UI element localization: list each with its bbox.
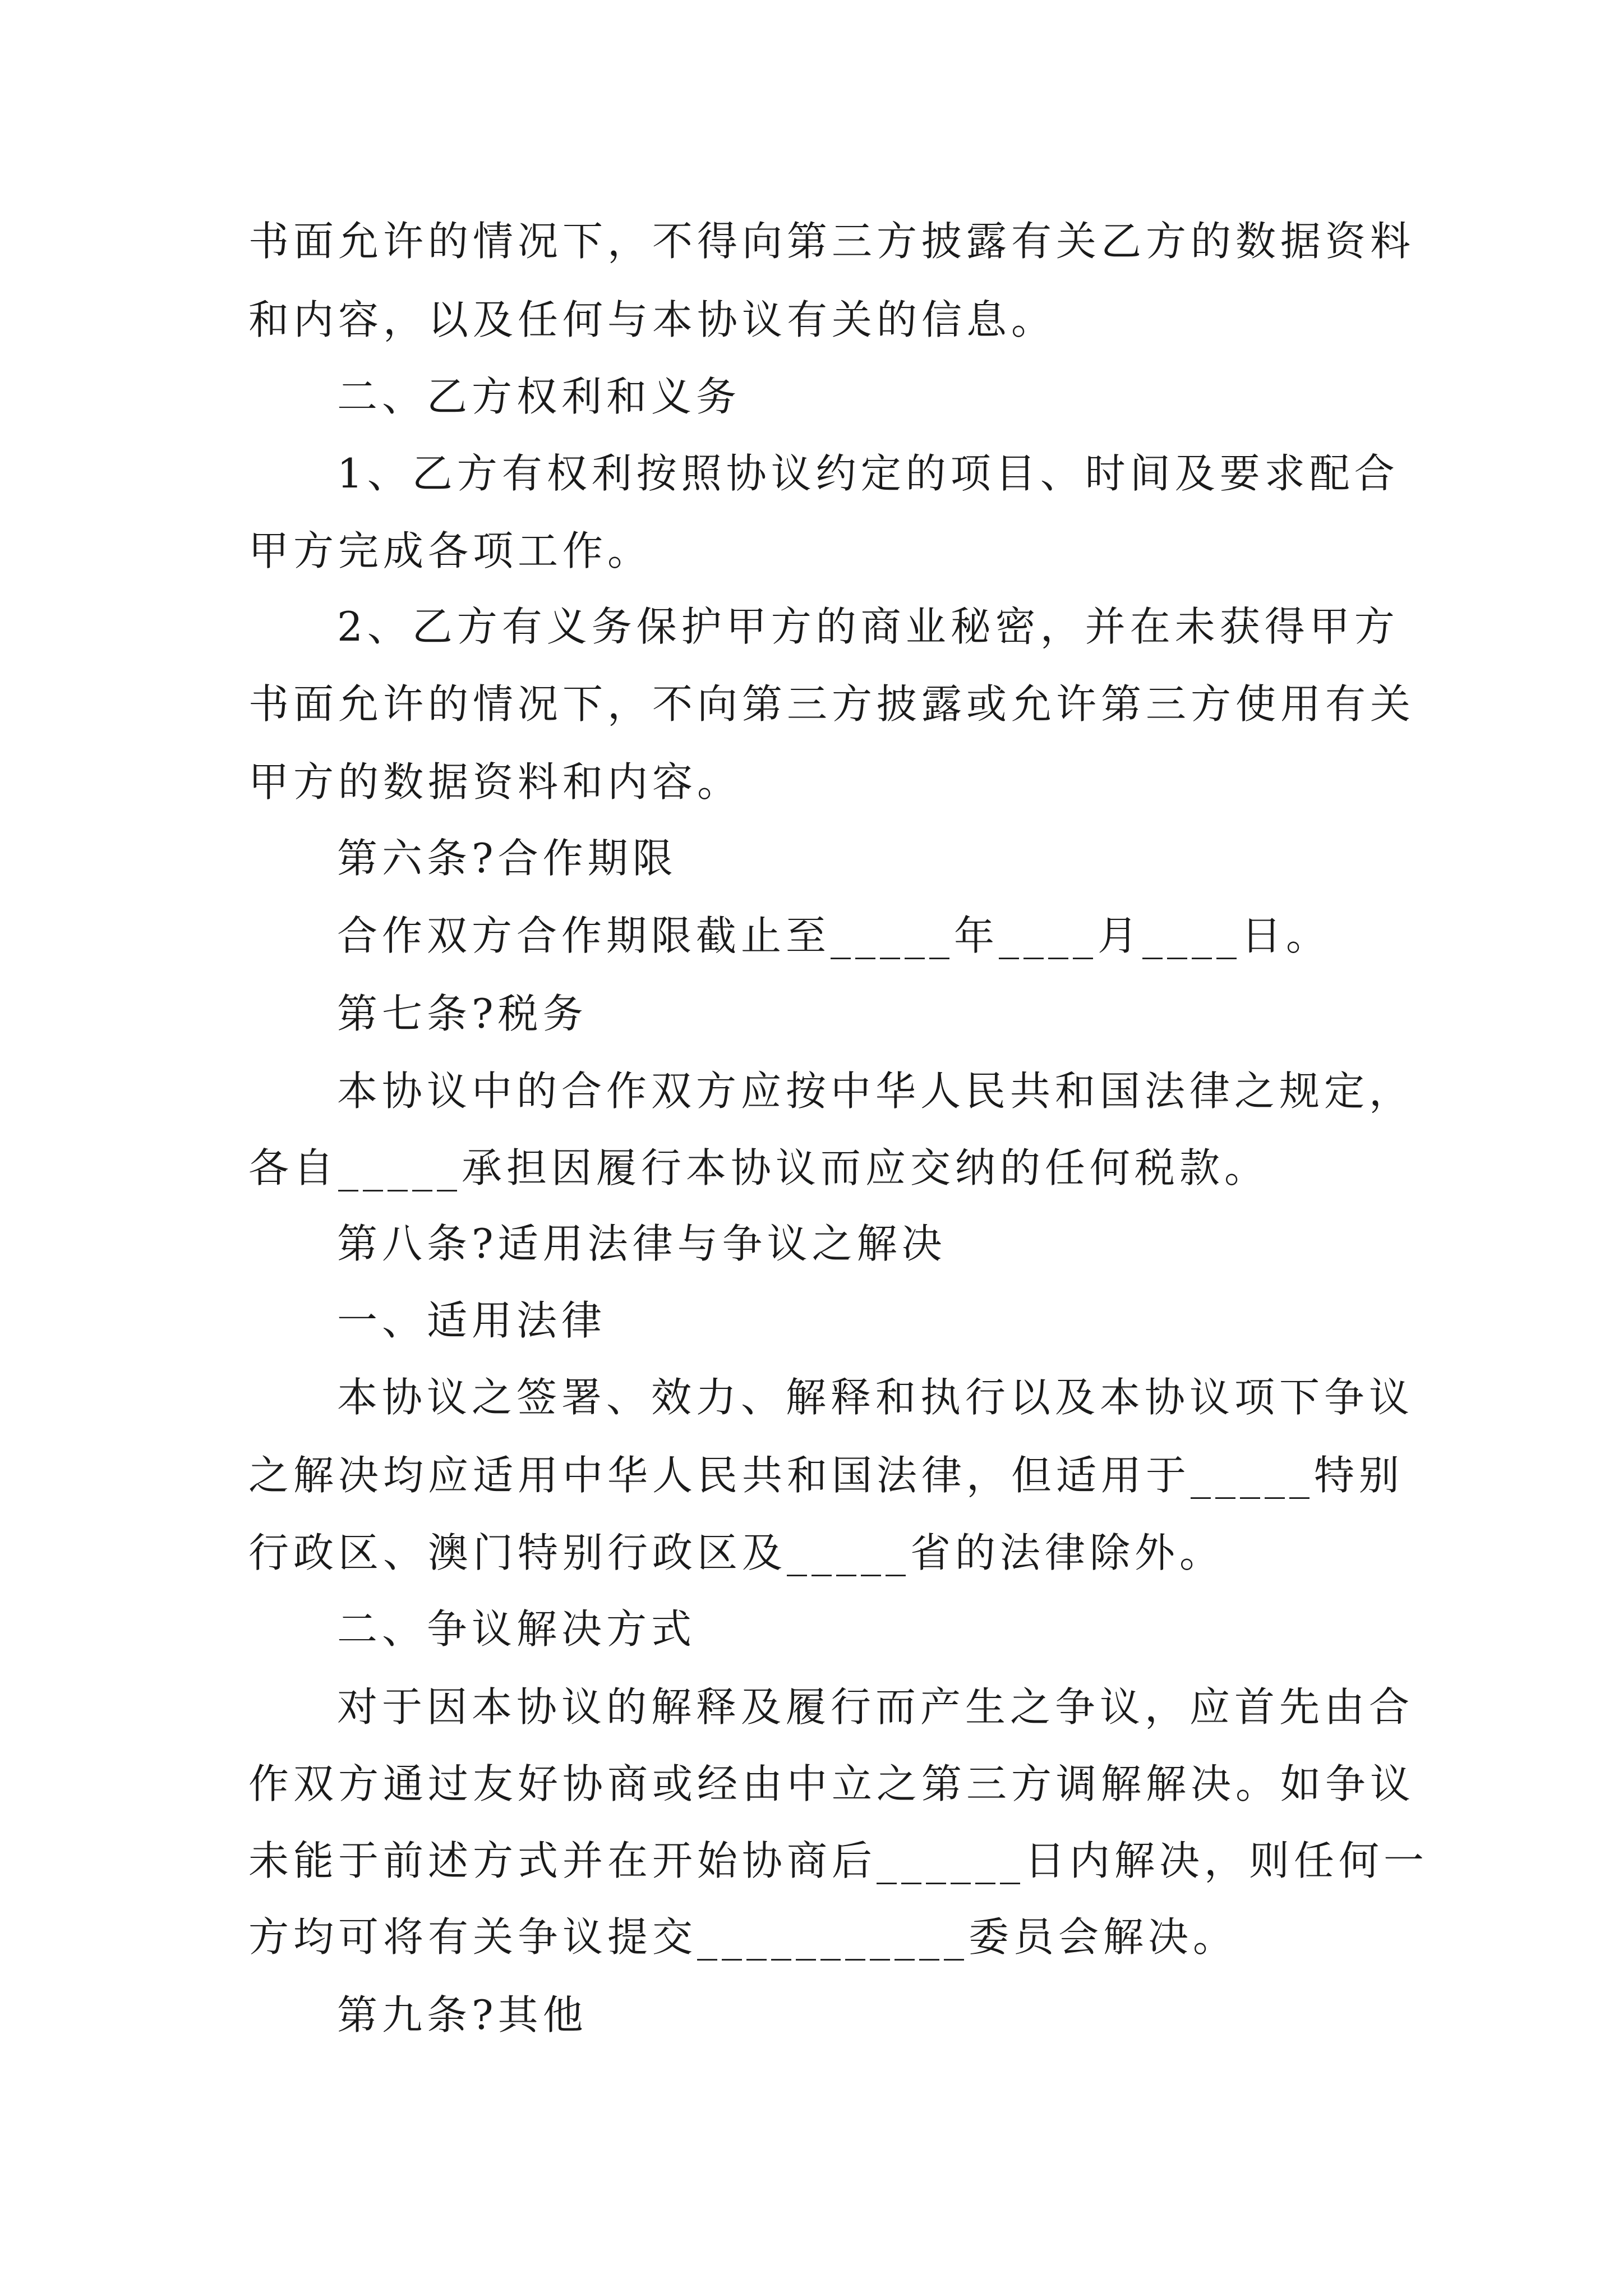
section-heading: 二、乙方权利和义务 — [337, 373, 741, 420]
paragraph-line: 作双方通过友好协商或经由中立之第三方调解解决。如争议 — [248, 1760, 1415, 1807]
paragraph-line: 未能于前述方式并在开始协商后______日内解决，则任何一 — [248, 1837, 1429, 1884]
paragraph-line: 甲方完成各项工作。 — [248, 527, 653, 574]
paragraph-line: 本协议之签署、效力、解释和执行以及本协议项下争议 — [337, 1374, 1414, 1421]
paragraph-line: 本协议中的合作双方应按中华人民共和国法律之规定， — [337, 1068, 1414, 1115]
paragraph-line: 行政区、澳门特别行政区及_____省的法律除外。 — [248, 1529, 1225, 1576]
article-heading: 第九条?其他 — [337, 1991, 588, 2039]
section-heading: 二、争议解决方式 — [337, 1605, 697, 1653]
article-heading: 第七条?税务 — [337, 990, 588, 1037]
section-heading: 一、适用法律 — [337, 1297, 607, 1344]
article-heading: 第八条?适用法律与争议之解决 — [337, 1220, 947, 1267]
paragraph-line: 甲方的数据资料和内容。 — [248, 758, 743, 806]
paragraph-line: 和内容，以及任何与本协议有关的信息。 — [248, 296, 1057, 343]
paragraph-line: 书面允许的情况下，不向第三方披露或允许第三方使用有关 — [248, 680, 1415, 728]
paragraph-line: 之解决均应适用中华人民共和国法律，但适用于_____特别 — [248, 1452, 1404, 1499]
paragraph-line: 对于因本协议的解释及履行而产生之争议，应首先由合 — [337, 1683, 1414, 1731]
paragraph-line: 1、乙方有权利按照协议约定的项目、时间及要求配合 — [337, 450, 1399, 497]
paragraph-line: 各自_____承担因履行本协议而应交纳的任何税款。 — [248, 1144, 1270, 1191]
paragraph-line: 合作双方合作期限截止至_____年____月____日。 — [337, 912, 1331, 959]
article-heading: 第六条?合作期限 — [337, 835, 677, 882]
paragraph-line: 书面允许的情况下，不得向第三方披露有关乙方的数据资料 — [248, 218, 1415, 265]
paragraph-line: 方均可将有关争议提交___________委员会解决。 — [248, 1913, 1238, 1961]
paragraph-line: 2、乙方有义务保护甲方的商业秘密，并在未获得甲方 — [337, 603, 1399, 650]
